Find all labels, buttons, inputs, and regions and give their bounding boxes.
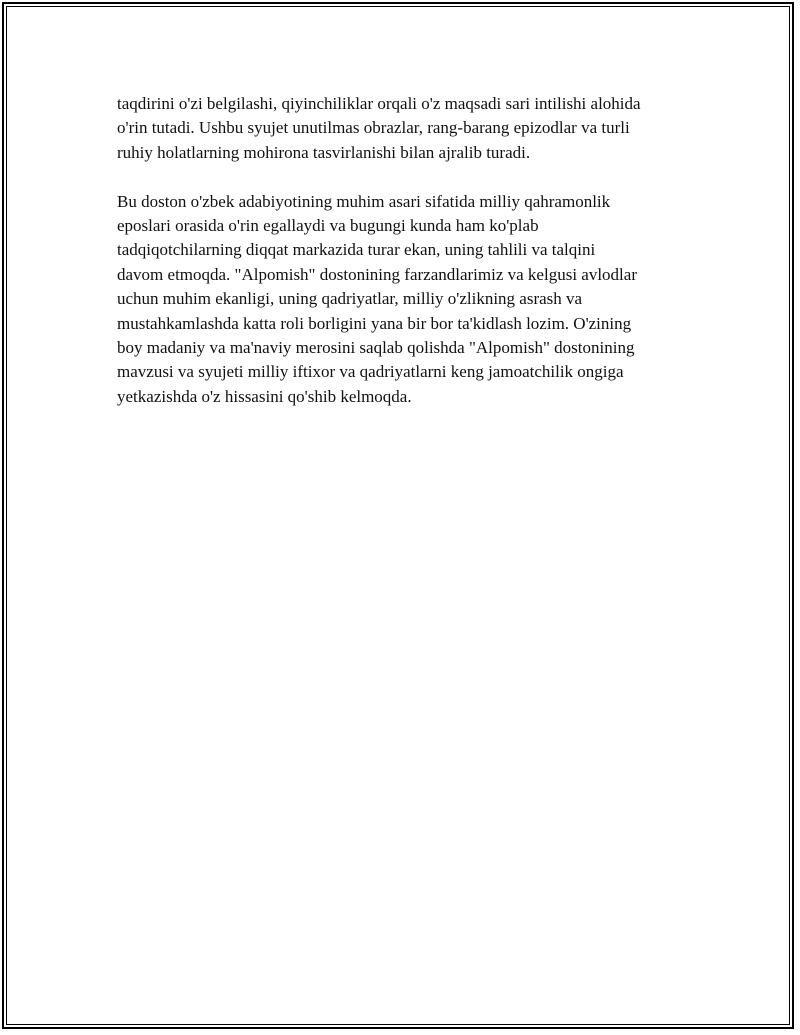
text-line: mustahkamlashda katta roli borligini yana bir bor ta'kidlash lozim. O'zining [117,313,632,333]
text-line: eposlari orasida o'rin egallaydi va bugungi kunda ham ko'plab [117,216,539,236]
document-body [117,92,693,434]
text-line: yetkazishda o'z hissasini qo'shib kelmoqda. [117,386,412,406]
text-line: uchun muhim ekanligi, uning qadriyatlar, milliy o'zlikning asrash va [117,289,583,309]
paragraph-2 [117,190,693,410]
text-line: tadqiqotchilarning diqqat markazida turar ekan, uning tahlili va talqini [117,240,596,260]
text-line: Bu doston o'zbek adabiyotining muhim asari sifatida milliy qahramonlik [117,191,611,211]
paragraph-1 [117,92,693,165]
text-line: o'rin tutadi. Ushbu syujet unutilmas obrazlar, rang-barang epizodlar va turli [117,118,630,138]
text-line: taqdirini o'zi belgilashi, qiyinchiliklar orqali o'z maqsadi sari intilishi alohida [117,94,641,113]
text-line: davom etmoqda. "Alpomish" dostonining farzandlarimiz va kelgusi avlodlar [117,264,637,284]
text-line: mavzusi va syujeti milliy iftixor va qadriyatlarni keng jamoatchilik ongiga [117,362,624,382]
text-line: ruhiy holatlarning mohirona tasvirlanishi bilan ajralib turadi. [117,142,531,162]
text-line: boy madaniy va ma'naviy merosini saqlab qolishda "Alpomish" dostonining [117,338,635,358]
